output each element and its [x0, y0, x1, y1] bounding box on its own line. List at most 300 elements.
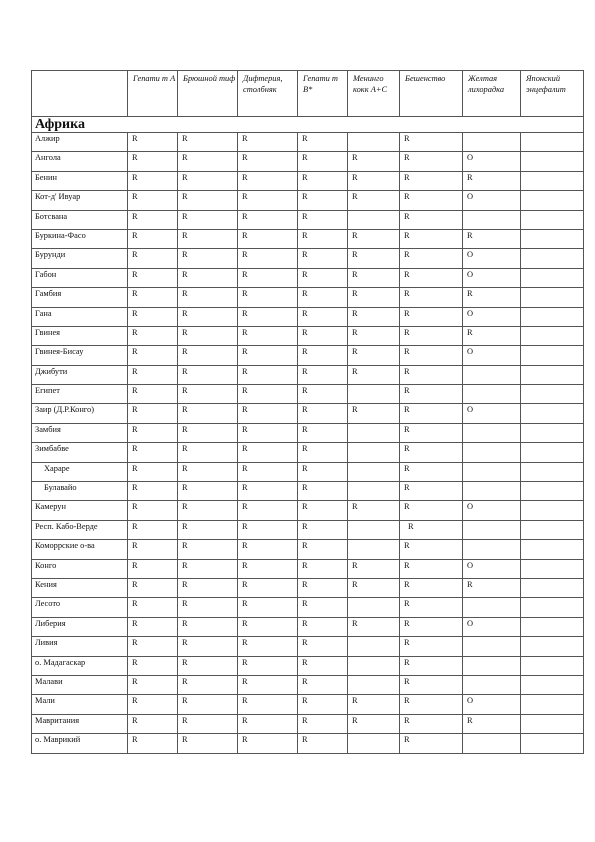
table-row	[32, 307, 584, 326]
table-row	[32, 734, 584, 753]
vaccine-cell	[463, 365, 521, 384]
vaccine-cell: R	[298, 695, 348, 714]
table-row	[32, 617, 584, 636]
header-cell-japanese-encephalitis: Японский энцефалит	[521, 71, 584, 117]
vaccine-cell	[463, 462, 521, 481]
vaccine-cell: R	[128, 249, 178, 268]
vaccine-cell: R	[298, 346, 348, 365]
vaccine-cell: R	[463, 578, 521, 597]
country-cell: Джибути	[32, 365, 128, 384]
country-cell: Гвинея-Бисау	[32, 346, 128, 365]
vaccine-cell	[463, 210, 521, 229]
country-cell: Алжир	[32, 133, 128, 152]
vaccine-cell: R	[400, 559, 463, 578]
header-cell-typhoid: Брюшной тиф	[178, 71, 238, 117]
vaccine-cell: R	[178, 734, 238, 753]
table-row	[32, 133, 584, 152]
vaccine-cell: R	[400, 152, 463, 171]
vaccine-cell: R	[238, 656, 298, 675]
vaccine-cell: R	[400, 598, 463, 617]
vaccine-cell: R	[400, 133, 463, 152]
vaccine-cell: R	[238, 482, 298, 501]
vaccine-cell: O	[463, 695, 521, 714]
vaccine-cell: R	[178, 288, 238, 307]
vaccine-cell: R	[178, 501, 238, 520]
vaccine-cell: R	[348, 307, 400, 326]
vaccine-cell	[521, 210, 584, 229]
country-cell: Зимбабве	[32, 443, 128, 462]
vaccine-cell	[521, 307, 584, 326]
vaccine-cell: R	[400, 714, 463, 733]
vaccine-cell: R	[178, 210, 238, 229]
vaccine-cell: R	[238, 734, 298, 753]
vaccination-table	[31, 70, 584, 754]
vaccine-cell: R	[298, 462, 348, 481]
vaccine-cell: R	[400, 540, 463, 559]
vaccine-cell: R	[178, 307, 238, 326]
vaccine-cell: R	[178, 404, 238, 423]
vaccine-cell: R	[238, 578, 298, 597]
country-cell: Хараре	[32, 462, 128, 481]
vaccine-cell: R	[128, 714, 178, 733]
vaccine-cell: R	[178, 675, 238, 694]
vaccine-cell	[521, 365, 584, 384]
vaccine-cell: R	[400, 210, 463, 229]
vaccine-cell	[521, 559, 584, 578]
vaccine-cell: R	[400, 288, 463, 307]
vaccine-cell	[521, 695, 584, 714]
vaccine-cell: R	[178, 559, 238, 578]
vaccine-cell: R	[298, 133, 348, 152]
vaccine-cell: O	[463, 191, 521, 210]
vaccine-cell: R	[348, 249, 400, 268]
country-cell: Конго	[32, 559, 128, 578]
header-cell-hepatitis-b: Гепати т В*	[298, 71, 348, 117]
table-row	[32, 501, 584, 520]
vaccine-cell: R	[178, 540, 238, 559]
vaccine-cell: R	[178, 443, 238, 462]
country-cell: Буркина-Фасо	[32, 229, 128, 248]
vaccine-cell: O	[463, 501, 521, 520]
vaccine-cell: R	[128, 443, 178, 462]
vaccine-cell: R	[238, 443, 298, 462]
vaccine-cell	[521, 443, 584, 462]
country-cell: Ангола	[32, 152, 128, 171]
vaccine-cell: R	[178, 326, 238, 345]
vaccine-cell: R	[298, 617, 348, 636]
vaccine-cell	[521, 288, 584, 307]
header-cell-country	[32, 71, 128, 117]
vaccine-cell: R	[128, 520, 178, 539]
table-row	[32, 482, 584, 501]
vaccine-cell: R	[178, 152, 238, 171]
vaccine-cell: R	[400, 637, 463, 656]
table-row	[32, 637, 584, 656]
vaccine-cell: R	[298, 443, 348, 462]
vaccine-cell: R	[128, 482, 178, 501]
vaccine-cell: R	[298, 714, 348, 733]
vaccine-cell: R	[298, 578, 348, 597]
vaccine-cell: R	[298, 423, 348, 442]
vaccine-cell: R	[463, 171, 521, 190]
vaccine-cell	[521, 598, 584, 617]
vaccine-cell: R	[128, 288, 178, 307]
vaccine-cell: R	[178, 482, 238, 501]
vaccine-cell: R	[128, 559, 178, 578]
vaccine-cell	[463, 540, 521, 559]
vaccine-cell: R	[128, 501, 178, 520]
vaccine-cell	[521, 249, 584, 268]
vaccine-cell: R	[298, 249, 348, 268]
vaccine-cell: R	[400, 423, 463, 442]
vaccine-cell: R	[178, 714, 238, 733]
vaccine-cell: R	[298, 559, 348, 578]
vaccine-cell	[463, 734, 521, 753]
vaccine-cell: R	[400, 501, 463, 520]
vaccine-cell: R	[238, 559, 298, 578]
vaccine-cell	[348, 423, 400, 442]
vaccine-cell: R	[348, 229, 400, 248]
vaccine-cell	[521, 617, 584, 636]
vaccine-cell	[521, 714, 584, 733]
vaccine-cell: R	[238, 365, 298, 384]
country-cell: Ботсвана	[32, 210, 128, 229]
vaccine-cell: R	[128, 365, 178, 384]
table-row	[32, 462, 584, 481]
vaccine-cell: R	[178, 520, 238, 539]
vaccine-cell: R	[400, 346, 463, 365]
table-body	[32, 71, 584, 754]
vaccine-cell: R	[348, 152, 400, 171]
vaccine-cell: O	[463, 559, 521, 578]
vaccine-cell: R	[348, 365, 400, 384]
vaccine-cell: R	[238, 695, 298, 714]
table-row	[32, 404, 584, 423]
region-row	[32, 117, 584, 133]
vaccine-cell	[463, 656, 521, 675]
country-cell: Гвинея	[32, 326, 128, 345]
table-row	[32, 714, 584, 733]
vaccine-cell	[521, 656, 584, 675]
vaccine-cell: R	[298, 210, 348, 229]
country-cell: Булавайо	[32, 482, 128, 501]
country-cell: Габон	[32, 268, 128, 287]
country-cell: Замбия	[32, 423, 128, 442]
country-cell: Египет	[32, 385, 128, 404]
vaccine-cell: R	[348, 404, 400, 423]
table-row	[32, 171, 584, 190]
vaccine-cell: R	[238, 598, 298, 617]
vaccine-cell: R	[238, 385, 298, 404]
country-cell: Бенин	[32, 171, 128, 190]
vaccine-cell: R	[400, 617, 463, 636]
vaccine-cell: R	[178, 249, 238, 268]
vaccine-cell: R	[238, 617, 298, 636]
vaccine-cell: R	[298, 501, 348, 520]
vaccine-cell	[521, 520, 584, 539]
vaccine-cell: O	[463, 617, 521, 636]
country-cell: Коморрские о-ва	[32, 540, 128, 559]
header-row	[32, 71, 584, 117]
vaccine-cell: R	[128, 695, 178, 714]
header-cell-yellow-fever: Желтая лихорадка	[463, 71, 521, 117]
vaccine-cell: R	[400, 404, 463, 423]
vaccine-cell	[348, 675, 400, 694]
vaccine-cell: R	[298, 268, 348, 287]
table-row	[32, 229, 584, 248]
vaccine-cell: R	[128, 326, 178, 345]
vaccine-cell: R	[400, 443, 463, 462]
table-row	[32, 249, 584, 268]
vaccine-cell: R	[400, 191, 463, 210]
vaccine-cell: R	[298, 656, 348, 675]
vaccine-cell: R	[298, 191, 348, 210]
vaccine-cell: R	[298, 365, 348, 384]
vaccine-cell: R	[400, 249, 463, 268]
vaccine-cell: R	[178, 695, 238, 714]
vaccine-cell: R	[238, 462, 298, 481]
vaccine-cell: R	[238, 307, 298, 326]
vaccine-cell: R	[178, 462, 238, 481]
vaccine-cell: R	[128, 540, 178, 559]
vaccine-cell: R	[298, 171, 348, 190]
vaccine-cell: R	[128, 346, 178, 365]
vaccine-cell	[463, 637, 521, 656]
vaccine-cell: R	[298, 598, 348, 617]
vaccine-cell	[521, 404, 584, 423]
vaccine-cell: R	[178, 598, 238, 617]
vaccine-cell: R	[238, 423, 298, 442]
country-cell: Бурунди	[32, 249, 128, 268]
vaccine-cell: R	[238, 152, 298, 171]
country-cell: Кот-д' Ивуар	[32, 191, 128, 210]
vaccine-cell: R	[128, 307, 178, 326]
vaccine-cell	[521, 326, 584, 345]
country-cell: Либерия	[32, 617, 128, 636]
vaccine-cell: R	[298, 520, 348, 539]
table-row	[32, 443, 584, 462]
vaccine-cell	[463, 385, 521, 404]
vaccine-cell	[463, 675, 521, 694]
vaccine-cell: R	[348, 578, 400, 597]
vaccine-cell: R	[238, 210, 298, 229]
vaccine-cell	[521, 637, 584, 656]
vaccine-cell: R	[178, 578, 238, 597]
vaccine-cell: R	[128, 656, 178, 675]
vaccine-cell	[463, 133, 521, 152]
vaccine-cell	[348, 462, 400, 481]
vaccine-cell: R	[400, 326, 463, 345]
region-title: Африка	[32, 117, 584, 133]
table-row	[32, 326, 584, 345]
table-row	[32, 559, 584, 578]
country-cell: Мали	[32, 695, 128, 714]
vaccine-cell: R	[298, 482, 348, 501]
vaccine-cell	[348, 520, 400, 539]
vaccine-cell	[348, 443, 400, 462]
vaccine-cell: R	[298, 152, 348, 171]
vaccine-cell: R	[128, 133, 178, 152]
vaccine-cell: O	[463, 346, 521, 365]
vaccine-cell	[348, 210, 400, 229]
vaccine-cell: R	[238, 133, 298, 152]
vaccine-cell: R	[298, 734, 348, 753]
vaccine-cell	[348, 540, 400, 559]
vaccine-cell	[521, 171, 584, 190]
vaccine-cell: R	[400, 578, 463, 597]
vaccine-cell	[521, 462, 584, 481]
vaccine-cell: R	[238, 288, 298, 307]
vaccine-cell	[463, 520, 521, 539]
vaccine-cell: R	[348, 326, 400, 345]
vaccine-cell: R	[348, 346, 400, 365]
vaccine-cell	[348, 598, 400, 617]
vaccine-cell: R	[400, 656, 463, 675]
vaccine-cell: R	[298, 326, 348, 345]
vaccine-cell: O	[463, 268, 521, 287]
vaccine-cell: R	[400, 675, 463, 694]
vaccine-cell: R	[178, 385, 238, 404]
vaccine-cell: R	[238, 326, 298, 345]
vaccine-cell: R	[298, 307, 348, 326]
vaccine-cell: R	[128, 578, 178, 597]
vaccine-cell: R	[400, 695, 463, 714]
country-cell: Кения	[32, 578, 128, 597]
vaccine-cell: R	[128, 229, 178, 248]
vaccine-cell	[348, 656, 400, 675]
vaccine-cell: R	[400, 385, 463, 404]
vaccine-cell	[521, 578, 584, 597]
vaccine-cell: R	[238, 191, 298, 210]
vaccine-cell	[348, 482, 400, 501]
vaccine-cell: R	[400, 520, 463, 539]
vaccine-cell: R	[298, 404, 348, 423]
country-cell: о. Маврикий	[32, 734, 128, 753]
vaccine-cell: R	[178, 171, 238, 190]
vaccine-cell	[521, 152, 584, 171]
vaccine-cell	[348, 734, 400, 753]
vaccine-cell	[521, 385, 584, 404]
header-cell-hepatitis-a: Гепати т А	[128, 71, 178, 117]
vaccine-cell	[463, 423, 521, 442]
vaccine-cell: R	[128, 385, 178, 404]
table-row	[32, 191, 584, 210]
vaccine-cell: R	[178, 656, 238, 675]
vaccine-cell: R	[178, 637, 238, 656]
vaccine-cell: R	[128, 404, 178, 423]
table-row	[32, 675, 584, 694]
country-cell: Ливия	[32, 637, 128, 656]
vaccine-cell: R	[463, 714, 521, 733]
vaccine-cell	[521, 734, 584, 753]
vaccine-cell	[521, 423, 584, 442]
vaccine-cell	[521, 191, 584, 210]
vaccine-cell: R	[348, 714, 400, 733]
country-cell: Гана	[32, 307, 128, 326]
header-cell-rabies: Бешенство	[400, 71, 463, 117]
vaccine-cell	[348, 385, 400, 404]
vaccine-cell	[521, 540, 584, 559]
table-row	[32, 598, 584, 617]
vaccine-cell: R	[348, 617, 400, 636]
vaccine-cell: R	[463, 288, 521, 307]
vaccine-cell: R	[128, 598, 178, 617]
vaccine-cell: R	[178, 268, 238, 287]
vaccine-cell: R	[348, 501, 400, 520]
table-row	[32, 695, 584, 714]
vaccine-cell: R	[348, 288, 400, 307]
vaccine-cell: R	[400, 229, 463, 248]
vaccine-cell: R	[238, 520, 298, 539]
vaccine-cell	[521, 675, 584, 694]
vaccine-cell: R	[400, 734, 463, 753]
vaccine-cell: R	[238, 268, 298, 287]
vaccine-cell: R	[128, 734, 178, 753]
vaccine-cell: R	[178, 617, 238, 636]
vaccine-cell	[521, 268, 584, 287]
header-cell-diphtheria-tetanus: Дифтерия, столбняк	[238, 71, 298, 117]
vaccine-cell: R	[348, 268, 400, 287]
vaccine-cell: R	[298, 675, 348, 694]
vaccine-cell: R	[348, 191, 400, 210]
table-row	[32, 540, 584, 559]
table-row	[32, 210, 584, 229]
table-row	[32, 152, 584, 171]
country-cell: Малави	[32, 675, 128, 694]
vaccine-cell: R	[128, 617, 178, 636]
vaccine-cell: R	[400, 462, 463, 481]
vaccine-cell: R	[400, 307, 463, 326]
vaccine-cell: R	[128, 462, 178, 481]
vaccine-cell: R	[348, 171, 400, 190]
country-cell: Гамбия	[32, 288, 128, 307]
vaccine-cell: O	[463, 404, 521, 423]
country-cell: Респ. Кабо-Верде	[32, 520, 128, 539]
vaccine-cell: R	[238, 229, 298, 248]
country-cell: Камерун	[32, 501, 128, 520]
vaccine-cell	[463, 598, 521, 617]
vaccine-cell: R	[128, 637, 178, 656]
vaccine-cell: R	[238, 346, 298, 365]
vaccine-cell: R	[128, 171, 178, 190]
table-row	[32, 578, 584, 597]
vaccine-cell	[521, 501, 584, 520]
vaccine-cell: R	[178, 229, 238, 248]
vaccine-cell: R	[128, 210, 178, 229]
vaccine-cell: R	[238, 637, 298, 656]
vaccine-cell: R	[298, 229, 348, 248]
vaccine-cell: R	[238, 171, 298, 190]
vaccine-cell: R	[348, 695, 400, 714]
vaccine-cell: R	[298, 540, 348, 559]
vaccine-cell: R	[238, 714, 298, 733]
vaccine-cell: O	[463, 152, 521, 171]
vaccine-cell: R	[400, 365, 463, 384]
vaccine-cell	[521, 229, 584, 248]
vaccine-cell: R	[178, 191, 238, 210]
vaccine-cell: R	[238, 540, 298, 559]
vaccine-cell: R	[298, 385, 348, 404]
vaccine-cell: O	[463, 249, 521, 268]
table-row	[32, 656, 584, 675]
vaccine-cell	[463, 443, 521, 462]
vaccine-cell	[521, 133, 584, 152]
vaccine-cell: R	[128, 675, 178, 694]
table-row	[32, 385, 584, 404]
vaccine-cell: R	[128, 191, 178, 210]
vaccine-cell	[521, 482, 584, 501]
country-cell: Мавритания	[32, 714, 128, 733]
